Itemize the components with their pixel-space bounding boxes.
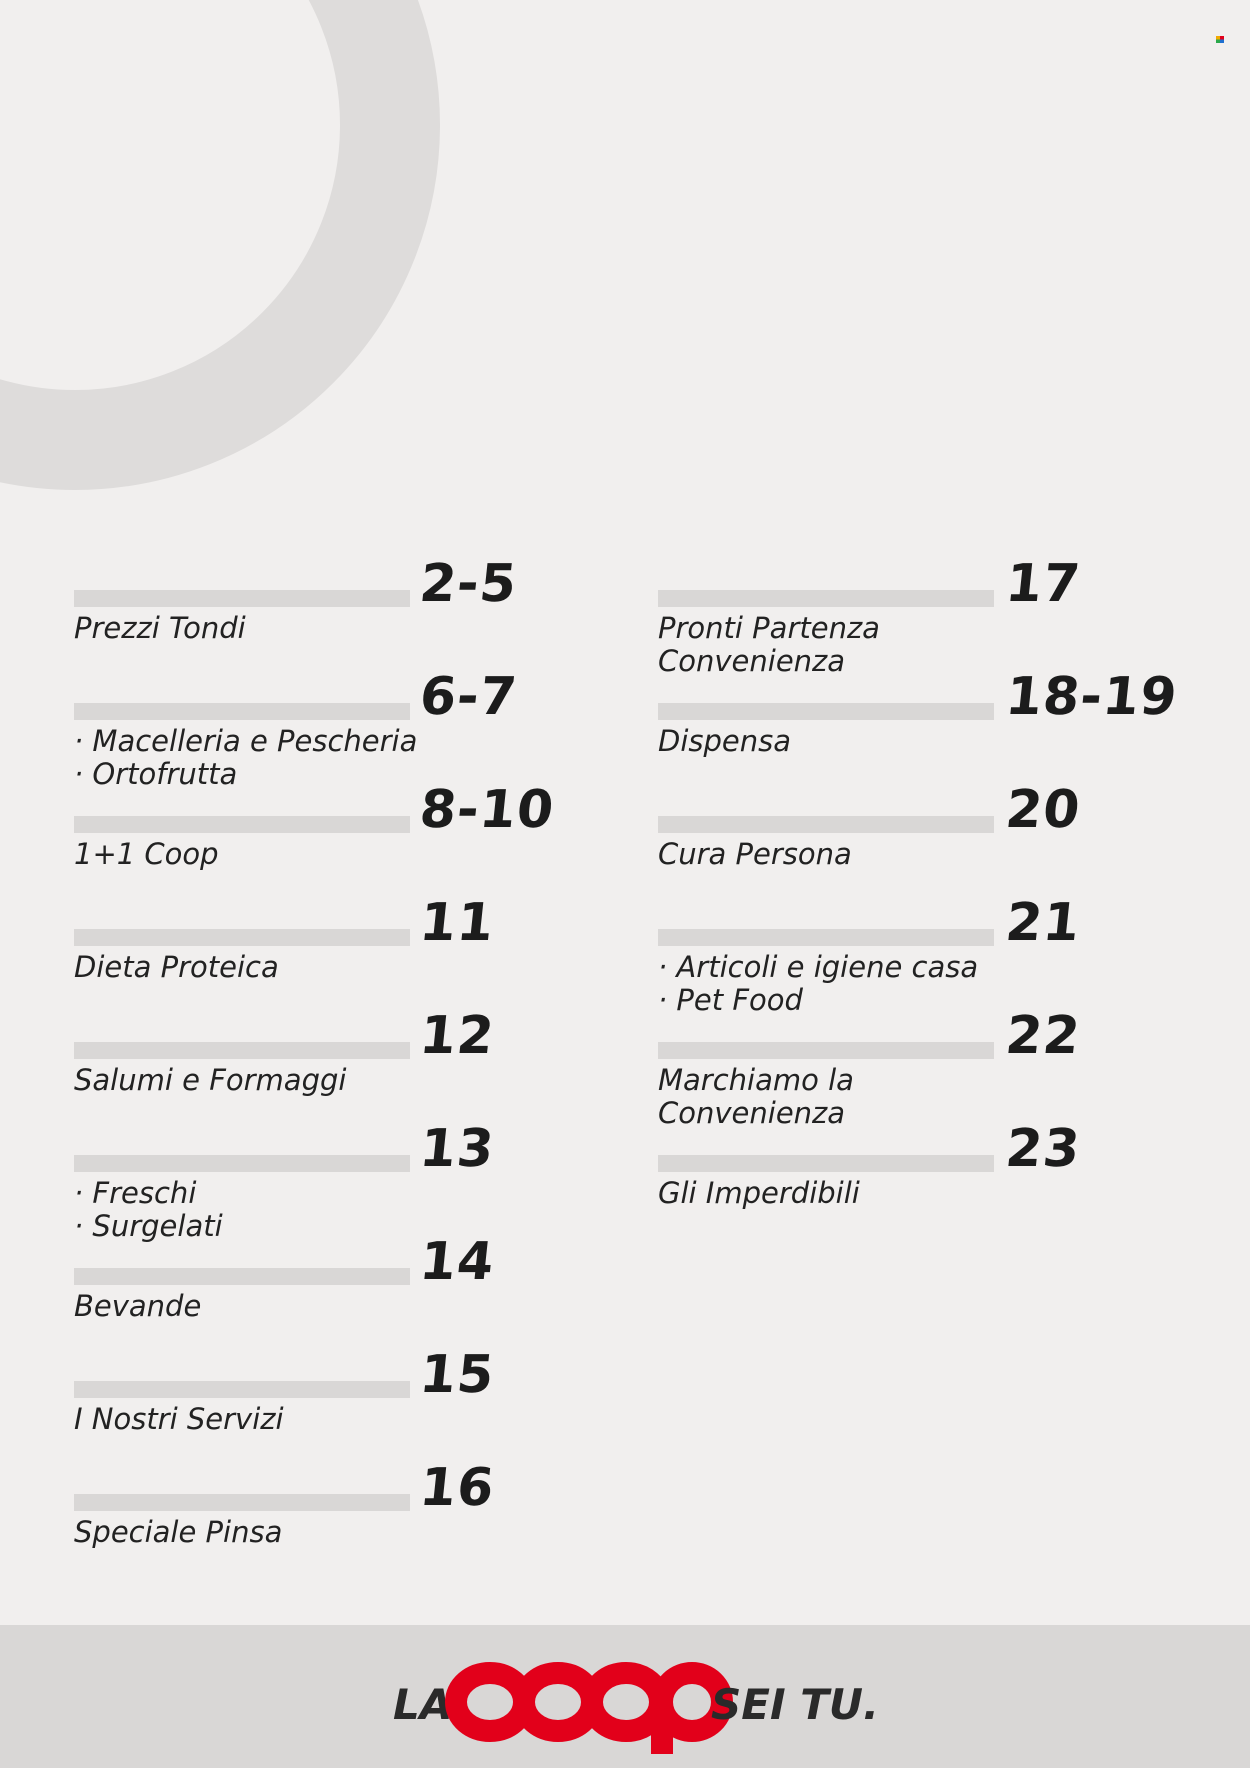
toc-page-number: 13 — [416, 1119, 498, 1179]
toc-label — [74, 838, 219, 871]
toc-label — [658, 1177, 860, 1210]
toc-label-line: Pronti Partenza — [658, 611, 880, 645]
toc-bar — [74, 1381, 410, 1398]
toc-page-number: 12 — [416, 1006, 498, 1066]
toc-label — [658, 951, 978, 1017]
toc-page-number: 18-19 — [1002, 667, 1181, 727]
toc-label-line: Gli Imperdibili — [658, 1176, 860, 1210]
toc-label-line: Salumi e Formaggi — [74, 1063, 347, 1097]
slogan-right: SEI TU. — [711, 1680, 879, 1729]
toc-label-line: · Articoli e igiene casa — [658, 950, 979, 984]
toc-label — [74, 612, 246, 645]
toc-label-line: · Freschi — [74, 1176, 197, 1210]
toc-bar — [658, 929, 994, 946]
toc-page-number: 2-5 — [416, 554, 521, 614]
toc-label — [658, 1064, 854, 1130]
toc-bar — [74, 1494, 410, 1511]
toc-label-line: Dispensa — [658, 724, 792, 758]
toc-bar — [74, 929, 410, 946]
toc-page-number: 14 — [416, 1232, 498, 1292]
toc-page-number: 20 — [1002, 780, 1084, 840]
toc-label-line: Convenienza — [658, 644, 846, 678]
color-swatch-icon — [1216, 36, 1224, 43]
toc-label — [74, 1064, 346, 1097]
toc-bar — [658, 590, 994, 607]
toc-bar — [658, 1155, 994, 1172]
toc-page-number: 6-7 — [416, 667, 521, 727]
toc-label — [74, 1516, 282, 1549]
toc-label-line: · Surgelati — [74, 1209, 223, 1243]
toc-page-number: 17 — [1002, 554, 1084, 614]
toc-page-number: 23 — [1002, 1119, 1084, 1179]
toc-label — [74, 725, 417, 791]
toc-label — [658, 612, 880, 678]
toc-label — [74, 1177, 223, 1243]
toc-label — [658, 725, 791, 758]
toc-bar — [74, 1155, 410, 1172]
toc-label — [74, 1290, 201, 1323]
toc-label-line: · Macelleria e Pescheria — [74, 724, 418, 758]
toc-label-line: 1+1 Coop — [74, 837, 219, 871]
toc-label-line: Bevande — [74, 1289, 202, 1323]
toc-label-line: Marchiamo la — [658, 1063, 854, 1097]
toc-label — [74, 951, 279, 984]
toc-label-line: Cura Persona — [658, 837, 852, 871]
toc-page-number: 11 — [416, 893, 498, 953]
toc-page-number: 21 — [1002, 893, 1084, 953]
toc-label-line: Speciale Pinsa — [74, 1515, 283, 1549]
slogan-left: LA — [393, 1680, 453, 1729]
toc-page-number: 8-10 — [416, 780, 558, 840]
toc-label-line: Convenienza — [658, 1096, 846, 1130]
toc-bar — [74, 1042, 410, 1059]
toc-label-line: I Nostri Servizi — [74, 1402, 284, 1436]
toc-page-number: 22 — [1002, 1006, 1084, 1066]
toc-page-number: 15 — [416, 1345, 498, 1405]
toc-label-line: Prezzi Tondi — [74, 611, 246, 645]
toc-label-line: · Ortofrutta — [74, 757, 238, 791]
toc-label-line: · Pet Food — [658, 983, 803, 1017]
toc-page-number: 16 — [416, 1458, 498, 1518]
toc-bar — [74, 590, 410, 607]
toc-bar — [658, 703, 994, 720]
toc-bar — [74, 816, 410, 833]
toc-bar — [74, 703, 410, 720]
toc-bar — [658, 816, 994, 833]
decorative-ring — [0, 0, 440, 490]
toc-bar — [658, 1042, 994, 1059]
toc-bar — [74, 1268, 410, 1285]
toc-label-line: Dieta Proteica — [74, 950, 279, 984]
toc-label — [658, 838, 852, 871]
toc-label — [74, 1403, 284, 1436]
